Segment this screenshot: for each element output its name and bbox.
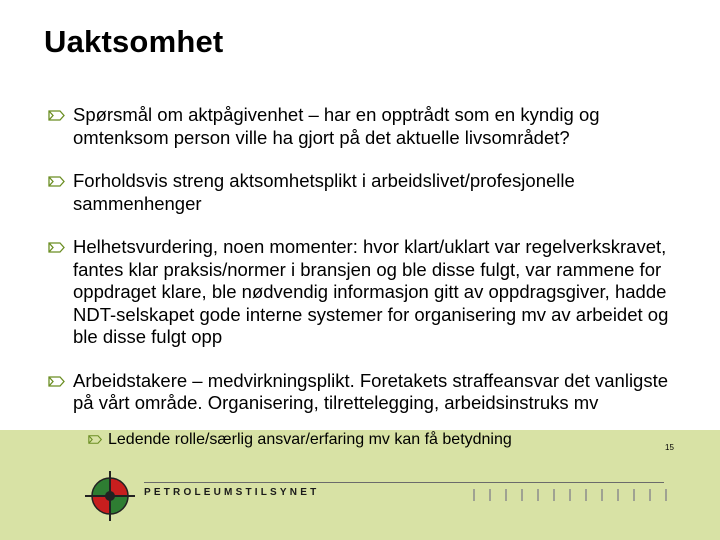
decorative-ticks [470,489,670,501]
bullet-item [48,370,688,415]
bullet-arrow-icon [48,175,66,188]
page-number: 15 [665,443,674,452]
bullet-list [48,104,688,436]
bullet-text: Helhetsvurdering, noen momenter: hvor klart/uklart var regelverkskravet, fantes klar praksis/normer i bransjen og ble disse fulgt, var rammene for oppdraget klare, ble nødvendig informasjon gitt av oppdragsgiver, hadde NDT-selskapet gode interne systemer for organisering mv av arbeidet og ble disse fulgt opp [73,236,669,347]
logo-wordmark: PETROLEUMSTILSYNET [144,487,320,498]
bullet-arrow-icon [48,375,66,388]
bullet-arrow-icon [88,434,103,445]
bullet-item [48,104,688,149]
logo-divider [144,482,664,483]
sub-bullet-text: Ledende rolle/særlig ansvar/erfaring mv kan få betydning [108,431,512,448]
bullet-text: Spørsmål om aktpågivenhet – har en opptrådt som en kyndig og omtenksom person ville ha gjort på det aktuelle livsområdet? [73,104,600,148]
sub-bullet-item [88,430,648,450]
bullet-arrow-icon [48,109,66,122]
bullet-text: Forholdsvis streng aktsomhetsplikt i arbeidslivet/profesjonelle sammenhenger [73,170,575,214]
bullet-item [48,236,688,349]
petroleumstilsynet-logo-icon [84,470,136,522]
bullet-item [48,170,688,215]
slide-title: Uaktsomhet [44,24,224,59]
bullet-text: Arbeidstakere – medvirkningsplikt. Foretakets straffeansvar det vanligste på vårt område. Organisering, tilrettelegging, arbeidsinstruks mv [73,369,669,413]
bullet-arrow-icon [48,241,66,254]
